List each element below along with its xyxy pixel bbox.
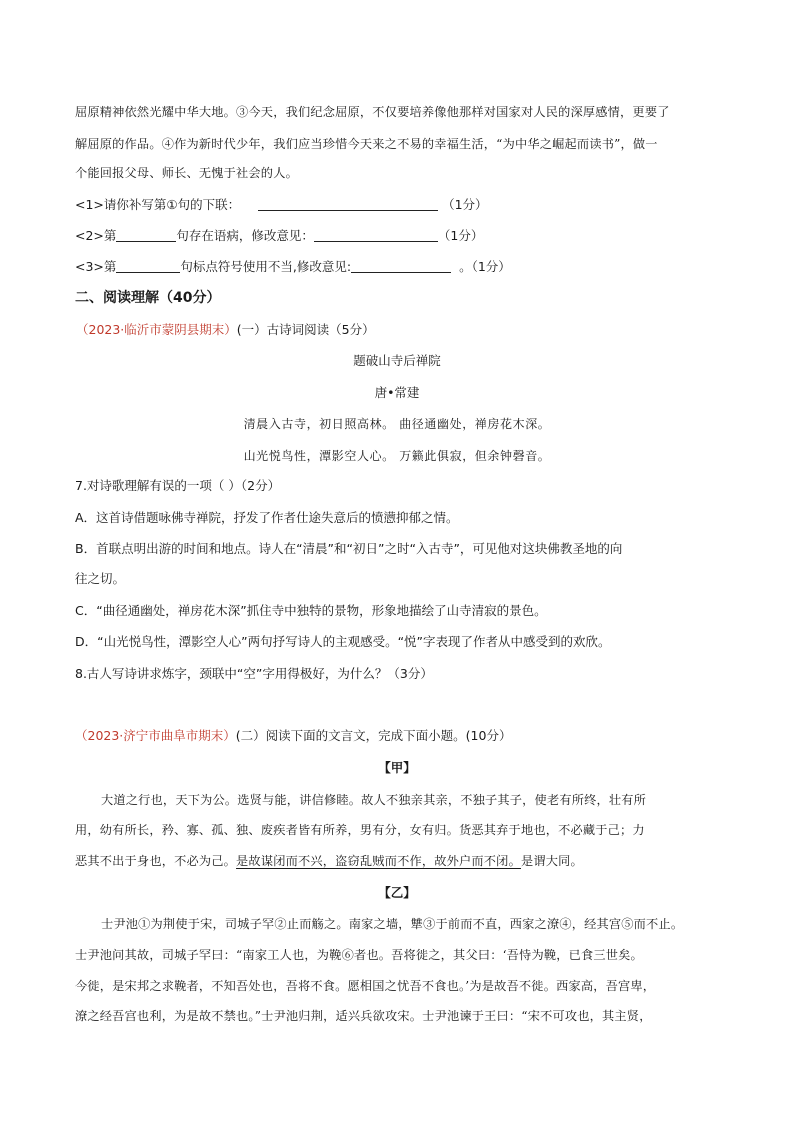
question-3-prefix: <3>第 [75, 259, 117, 274]
question-2-score: （1分） [437, 228, 484, 243]
answer-blank-3b[interactable] [351, 258, 451, 273]
option-b-line-1: B．首联点明出游的时间和地点。诗人在“清晨”和“初日”之时“入古寺”，可见他对这块佛教圣地的向 [75, 541, 623, 556]
poem-verse-2: 山光悦鸟性，潭影空人心。 万籁此俱寂，但余钟磬音。 [243, 449, 551, 463]
poem-title: 题破山寺后禅院 [353, 353, 441, 368]
option-b-line-2: 往之切。 [75, 571, 126, 586]
text-yi-line-2: 士尹池问其故，司城子罕曰：“南家工人也，为鞔⑥者也。吾将徙之，其父曰：‘吾恃为鞔，已食三世矣。 [75, 948, 643, 962]
question-7-stem: 7.对诗歌理解有误的一项（ ）（2分） [75, 478, 281, 493]
option-c: C．“曲径通幽处，禅房花木深”抓住寺中独特的景物，形象地描绘了山寺清寂的景色。 [75, 603, 547, 618]
poem-author: 唐•常建 [374, 385, 420, 400]
option-d: D．“山光悦鸟性，潭影空人心”两句抒写诗人的主观感受。“悦”字表现了作者从中感受到的欢欣。 [75, 634, 611, 649]
text-jia-line-1: 大道之行也，天下为公。选贤与能，讲信修睦。故人不独亲其亲，不独子其子，使老有所终，壮有所 [101, 793, 647, 807]
underlined-sentence: 是故谋闭而不兴，盗窃乱贼而不作，故外户而不闭。 [236, 854, 521, 868]
classical-label: (二）阅读下面的文言文，完成下面小题。(10分） [235, 728, 512, 743]
question-2-prefix: <2>第 [75, 228, 117, 243]
poem-verse-1: 清晨入古寺，初日照高林。 曲径通幽处，禅房花木深。 [243, 417, 551, 431]
question-1 [75, 195, 488, 215]
text-yi-line-3: 今徙，是宋邦之求鞔者，不知吾处也，吾将不食。愿相国之忧吾不食也。’为是故吾不徙。西家高，吾宫卑， [75, 979, 656, 993]
text-jia-title: 【甲】 [378, 760, 416, 775]
text-jia-line-2: 用，幼有所长，矜、寡、孤、独、废疾者皆有所养，男有分，女有归。货恶其弃于地也，不必藏于己；力 [75, 823, 645, 837]
poetry-label: (一）古诗词阅读（5分） [236, 322, 375, 337]
question-2 [75, 226, 483, 246]
question-2-middle: 句存在语病，修改意见： [176, 228, 314, 243]
poetry-source: （2023·临沂市蒙阴县期末） [76, 322, 237, 337]
text-yi-line-4: 潦之经吾宫也利，为是故不禁也。”士尹池归荆，适兴兵欲攻宋。士尹池谏于王曰：“宋不可攻也，其主贤， [75, 1009, 652, 1023]
text-yi-title: 【乙】 [378, 885, 416, 900]
answer-blank-3a[interactable] [116, 258, 180, 273]
poetry-header [76, 320, 375, 340]
question-8-stem: 8.古人写诗讲求炼字，颈联中“空”字用得极好，为什么？（3分） [75, 666, 433, 681]
text-jia-line-3-end: 是谓大同。 [520, 854, 583, 868]
text-jia-line-3 [75, 851, 583, 871]
question-3 [75, 257, 511, 277]
text-yi-line-1: 士尹池①为荆使于宋，司城子罕②止而觞之。南家之墙，犨③于前而不直，西家之潦④，经其宫⑤而不止。 [101, 917, 684, 931]
classical-source: （2023·济宁市曲阜市期末） [75, 728, 236, 743]
question-3-middle: 句标点符号使用不当,修改意见: [180, 259, 352, 274]
answer-blank-1[interactable] [258, 196, 438, 211]
classical-header [75, 726, 511, 746]
text-jia-line-3-start: 恶其不出于身也，不必为己。 [75, 854, 237, 868]
answer-blank-2a[interactable] [116, 227, 176, 242]
section-2-title: 二、阅读理解（40分） [75, 290, 221, 306]
question-3-score: 。（1分） [459, 259, 511, 274]
question-1-score: （1分） [442, 197, 488, 212]
answer-blank-2b[interactable] [314, 227, 438, 242]
question-1-text: <1>请你补写第①句的下联： [75, 197, 241, 212]
passage-line-1: 屈原精神依然光耀中华大地。③今天，我们纪念屈原，不仅要培养像他那样对国家对人民的深厚感情，更要了 [75, 105, 670, 119]
passage-line-2: 解屈原的作品。④作为新时代少年，我们应当珍惜今天来之不易的幸福生活，“为中华之崛起而读书”，做一 [75, 137, 658, 151]
option-a: A．这首诗借题咏佛寺禅院，抒发了作者仕途失意后的愤懑抑郁之情。 [75, 510, 459, 525]
passage-line-3: 个能回报父母、师长、无愧于社会的人。 [75, 166, 298, 180]
